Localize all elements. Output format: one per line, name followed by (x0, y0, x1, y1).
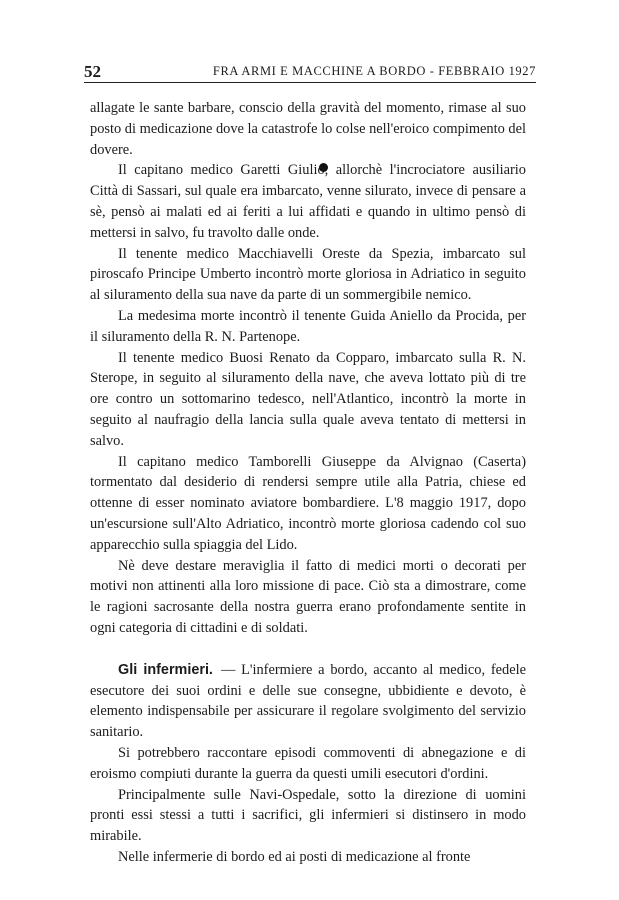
paragraph: Nelle infermerie di bordo ed ai posti di medicazione al fronte (118, 848, 471, 865)
paragraph: Si potrebbero raccontare episodi commoventi di abnegazione e di eroismo compiuti durante la guerra da questi umili esecutori d'ordini. (90, 744, 526, 782)
running-title: FRA ARMI E MACCHINE A BORDO - FEBBRAIO 1927 (212, 64, 536, 78)
running-header (84, 62, 536, 83)
body-text (90, 98, 526, 868)
paragraph: La medesima morte incontrò il tenente Guida Aniello da Procida, per il siluramento della R. N. Partenope. (90, 307, 526, 345)
page-number: 52 (84, 62, 101, 81)
paragraph: allagate le sante barbare, conscio della gravità del momento, rimase al suo posto di medicazione dove la catastrofe lo colse nell'eroico compimento del dovere. (90, 100, 526, 158)
section-intro (90, 660, 526, 743)
paragraph: Il capitano medico Garetti Giulio, allorchè l'incrociatore ausiliario Città di Sassari, sul quale era imbarcato, venne silurato, invece di pensare a sè, pensò ai malati ed ai feriti a lui affidati e quando in ultimo pensò di mettersi in salvo, fu travolto dalle onde. (90, 162, 526, 241)
paragraph: Il capitano medico Tamborelli Giuseppe da Alvignao (Caserta) tormentato dal desiderio di rendersi sempre utile alla Patria, chiese ed ottenne di esser nominato aviatore bombardiere. L'8 maggio 1917, dopo un'escursione sull'Alto Adriatico, incontrò morte gloriosa cadendo col suo apparecchio sulla spiaggia del Lido. (90, 453, 526, 553)
paragraph: Nè deve destare meraviglia il fatto di medici morti o decorati per motivi non attinenti alla loro missione di pace. Ciò sta a dimostrare, come le ragioni sacrosante della nostra guerra erano profondamente sentite in ogni categoria di cittadini e di soldati. (90, 557, 526, 636)
section-first-paragraph: — L'infermiere a bordo, accanto al medico, fedele esecutore dei suoi ordini e delle sue consegne, ubbidiente e devoto, è elemento indispensabile per assicurare il regolare svolgimento del servizio sanitario. (90, 661, 526, 741)
paragraph: Il tenente medico Macchiavelli Oreste da Spezia, imbarcato sul piroscafo Principe Umberto incontrò morte gloriosa in Adriatico in seguito al siluramento della sua nave da parte di un sommergibile nemico. (90, 245, 526, 304)
section-heading: Gli infermieri. (118, 661, 213, 678)
paragraph: Il tenente medico Buosi Renato da Copparo, imbarcato sulla R. N. Sterope, in seguito al siluramento della nave, che aveva lottato più di tre ore contro un sottomarino tedesco, nell'Atlantico, incontrò la morte in seguito al naufragio della lancia sulla quale aveva tentato di mettersi in salvo. (90, 349, 526, 449)
paragraph: Principalmente sulle Navi-Ospedale, sotto la direzione di uomini pronti essi stessi a tutti i sacrifici, gli infermieri si distinsero in modo mirabile. (90, 786, 526, 845)
